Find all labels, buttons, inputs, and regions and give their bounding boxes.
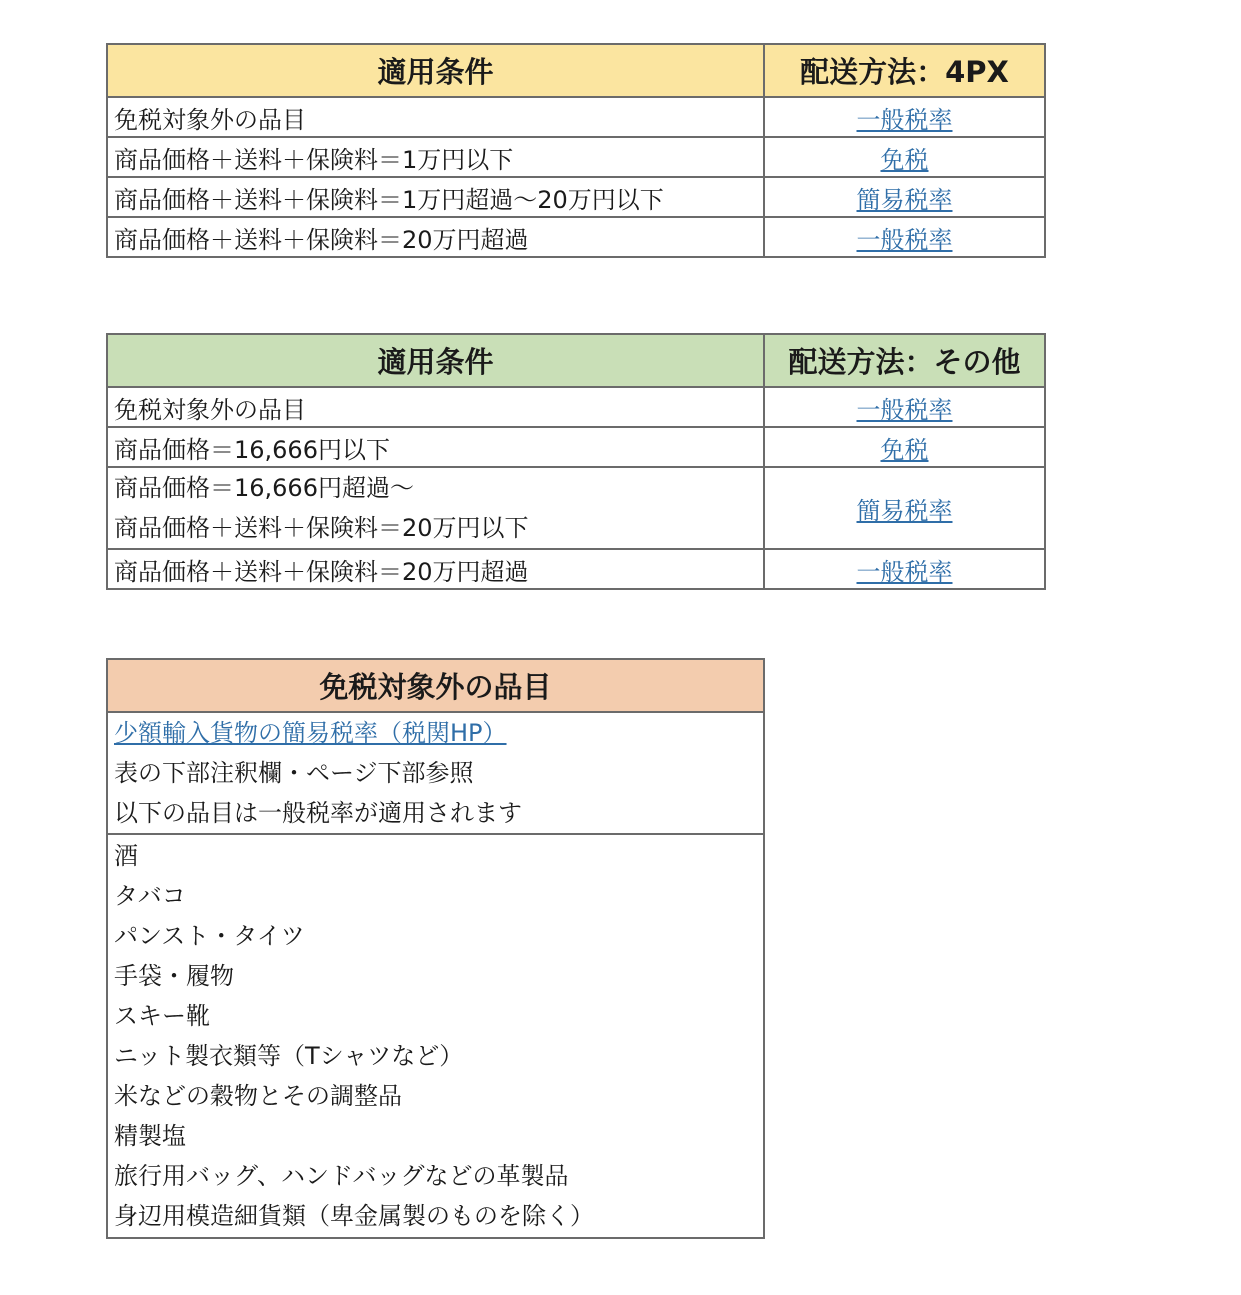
item-list bbox=[107, 834, 764, 1238]
table-row bbox=[107, 137, 1045, 177]
condition-cell: 商品価格＝16,666円以下 bbox=[107, 427, 764, 467]
table-header-row bbox=[107, 44, 1045, 97]
list-item: スキー靴 bbox=[114, 1002, 210, 1030]
table-row bbox=[107, 97, 1045, 137]
note-text: 表の下部注釈欄・ページ下部参照 bbox=[114, 759, 474, 787]
list-item: パンスト・タイツ bbox=[114, 922, 305, 950]
condition-cell: 商品価格＋送料＋保険料＝20万円超過 bbox=[107, 549, 764, 589]
header-method: 配送方法：4PX bbox=[764, 44, 1045, 97]
table-row bbox=[107, 387, 1045, 427]
condition-cell bbox=[107, 467, 764, 549]
condition-cell: 商品価格＋送料＋保険料＝20万円超過 bbox=[107, 217, 764, 257]
table-row bbox=[107, 177, 1045, 217]
list-item: 酒 bbox=[114, 842, 138, 870]
table-header-row bbox=[107, 659, 764, 712]
table-row bbox=[107, 427, 1045, 467]
header-condition: 適用条件 bbox=[107, 44, 764, 97]
list-item: 旅行用バッグ、ハンドバッグなどの革製品 bbox=[114, 1162, 569, 1190]
list-item: タバコ bbox=[114, 882, 186, 910]
note-text: 以下の品目は一般税率が適用されます bbox=[114, 799, 522, 827]
condition-line: 商品価格＋送料＋保険料＝20万円以下 bbox=[114, 514, 529, 542]
header-excluded: 免税対象外の品目 bbox=[107, 659, 764, 712]
header-method: 配送方法：その他 bbox=[764, 334, 1045, 387]
condition-cell: 免税対象外の品目 bbox=[107, 387, 764, 427]
rate-link-simple[interactable]: 簡易税率 bbox=[856, 185, 953, 214]
rate-link-exempt[interactable]: 免税 bbox=[880, 145, 929, 174]
rate-link-general[interactable]: 一般税率 bbox=[856, 105, 953, 134]
tax-table-4px bbox=[106, 43, 1046, 258]
list-item: 精製塩 bbox=[114, 1122, 186, 1150]
rate-link-simple[interactable]: 簡易税率 bbox=[856, 496, 953, 525]
list-item: 手袋・履物 bbox=[114, 962, 234, 990]
condition-line: 商品価格＝16,666円超過〜 bbox=[114, 474, 414, 502]
rate-link-general[interactable]: 一般税率 bbox=[856, 225, 953, 254]
rate-link-exempt[interactable]: 免税 bbox=[880, 435, 929, 464]
table-row bbox=[107, 467, 1045, 549]
table-row bbox=[107, 217, 1045, 257]
list-item: 米などの穀物とその調整品 bbox=[114, 1082, 402, 1110]
rate-link-general[interactable]: 一般税率 bbox=[856, 395, 953, 424]
condition-cell: 商品価格＋送料＋保険料＝1万円超過〜20万円以下 bbox=[107, 177, 764, 217]
table-row bbox=[107, 712, 764, 834]
tax-table-other bbox=[106, 333, 1046, 590]
customs-link[interactable]: 少額輸入貨物の簡易税率（税関HP） bbox=[114, 719, 507, 747]
list-item: ニット製衣類等（Tシャツなど） bbox=[114, 1042, 464, 1070]
header-condition: 適用条件 bbox=[107, 334, 764, 387]
table-row bbox=[107, 834, 764, 1238]
rate-link-general[interactable]: 一般税率 bbox=[856, 557, 953, 586]
list-item: 身辺用模造細貨類（卑金属製のものを除く） bbox=[114, 1202, 594, 1230]
table-header-row bbox=[107, 334, 1045, 387]
excluded-items-table bbox=[106, 658, 765, 1239]
condition-cell: 商品価格＋送料＋保険料＝1万円以下 bbox=[107, 137, 764, 177]
table-row bbox=[107, 549, 1045, 589]
condition-cell: 免税対象外の品目 bbox=[107, 97, 764, 137]
